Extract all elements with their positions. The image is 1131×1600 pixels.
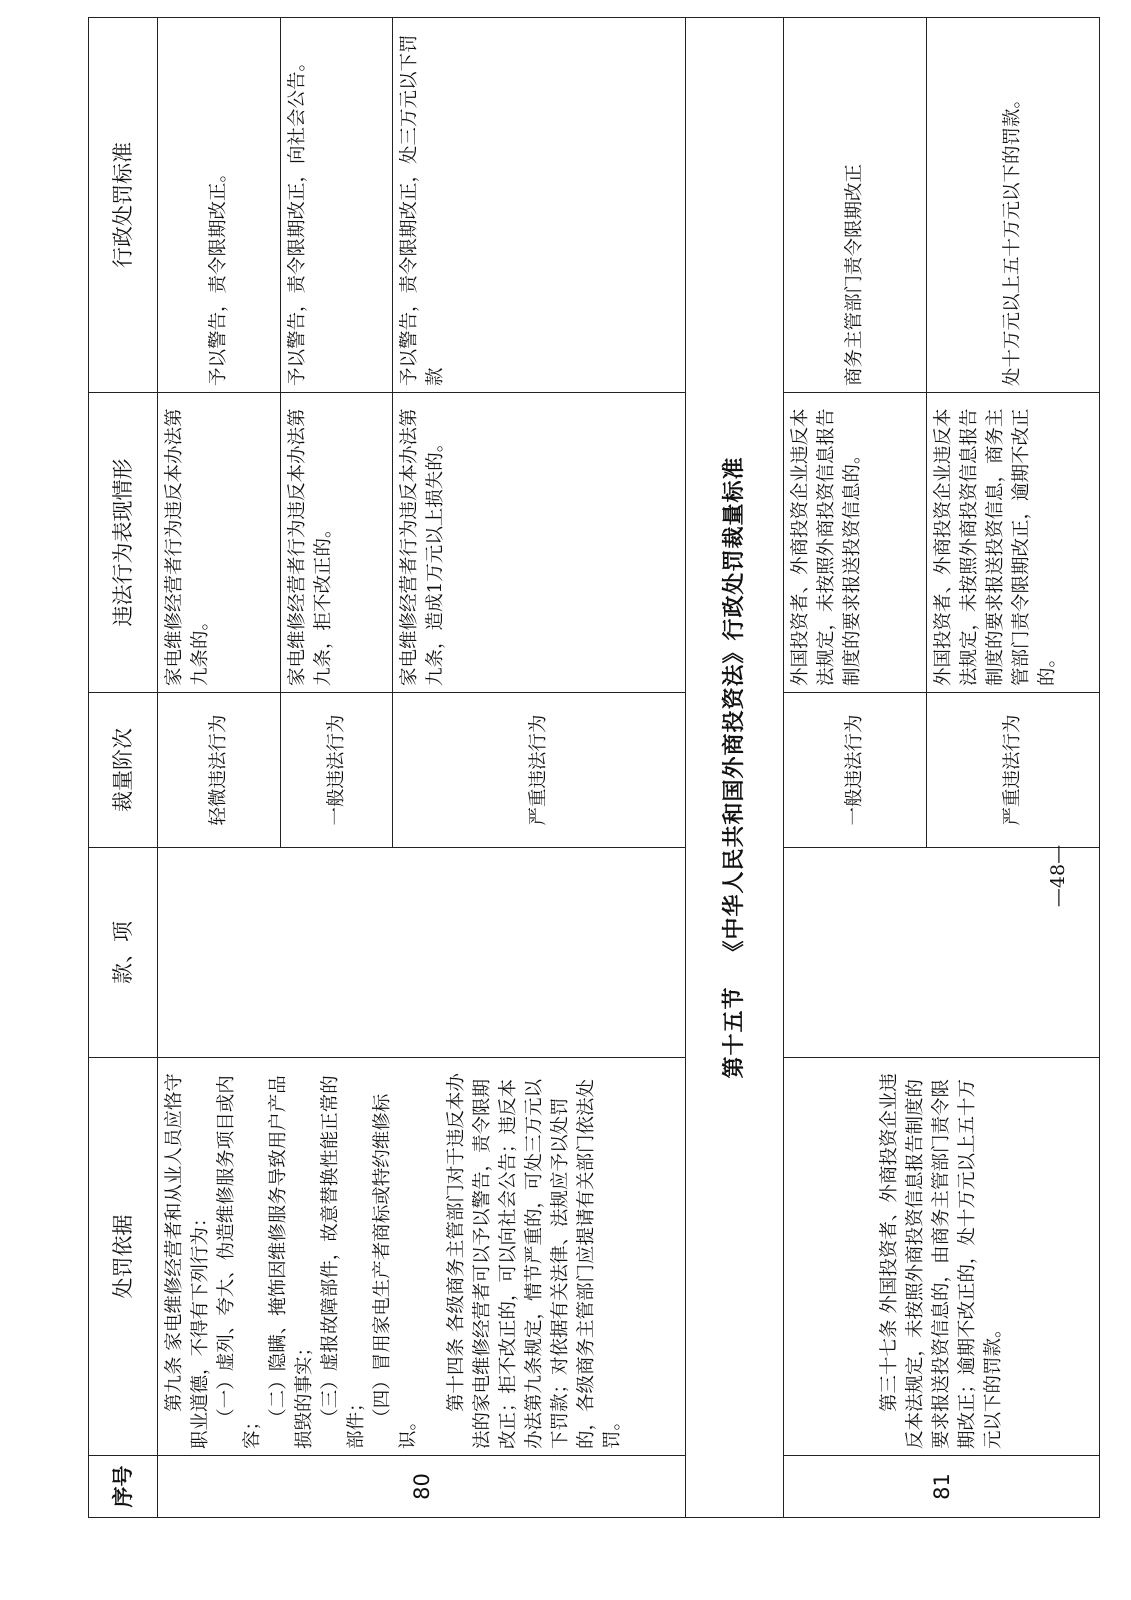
situation-81-general: 外国投资者、外商投资企业违反本法规定，未按照外商投资信息报告制度的要求报送投资信息的。 [784,393,927,693]
basis-80-line: （四）冒用家电生产者商标或特约维修标识。 [372,1093,420,1449]
basis-80-line: （三）虚报故障部件，故意替换性能正常的部件； [320,1075,368,1449]
page-number-text: —48— [1047,844,1069,908]
tier-80-general: 一般违法行为 [281,693,392,848]
basis-80-line: 第九条 家电维修经营者和从业人员应恪守职业道德，不得有下列行为： [164,1073,212,1449]
header-situation: 违法行为表现情形 [89,393,158,693]
header-tier: 裁量阶次 [89,693,158,848]
header-basis: 处罚依据 [89,1058,158,1456]
situation-80-general: 家电维修经营者行为违反本办法第九条，拒不改正的。 [281,393,392,693]
seq-81: 81 [784,1456,1100,1518]
header-clause: 款、项 [89,848,158,1058]
clause-80 [158,848,686,1058]
situation-80-minor: 家电维修经营者行为违反本办法第九条的。 [158,393,281,693]
table-row-81-tier1 [784,18,927,1518]
section-title: 《中华人民共和国外商投资法》行政处罚裁量标准 [721,456,747,963]
section-row [685,18,783,1518]
rotated-table-sheet [88,18,1100,1518]
basis-80-line: （二）隐瞒、掩饰因维修服务导致用户产品损毁的事实； [268,1075,316,1449]
basis-81 [784,1058,1100,1456]
tier-80-serious: 严重违法行为 [392,693,685,848]
basis-80-line: （一）虚列、夸大、伪造维修服务项目或内容； [216,1075,264,1449]
situation-80-serious: 家电维修经营者行为违反本办法第九条，造成1万元以上损失的。 [392,393,685,693]
basis-80-article14: 第十四条 各级商务主管部门对于违反本办法的家电维修经营者可以予以警告，责令限期改正；拒不改正的，可以向社会公告；违反本办法第九条规定，情节严重的，可处三万元以下罚款；对依据有关法律、法规应予以处罚的，各级商务主管部门应提请有关部门依法处罚。 [446,1073,624,1449]
section-heading [685,18,783,1518]
section-number: 第十五节 [721,986,747,1079]
table-row-80-tier1 [158,18,281,1518]
basis-81-article37: 第三十七条 外国投资者、外商投资企业违反本法规定，未按照外商投资信息报告制度的要求报送投资信息的，由商务主管部门责令限期改正；逾期不改正的，处十万元以上五十万元以下的罚款。 [878,1073,1004,1449]
tier-80-minor: 轻微违法行为 [158,693,281,848]
standard-80-general: 予以警告，责令限期改正，向社会公告。 [281,18,392,393]
tier-81-serious: 严重违法行为 [926,693,1099,848]
standard-81-serious: 处十万元以上五十万元以下的罚款。 [926,18,1099,393]
tier-81-general: 一般违法行为 [784,693,927,848]
header-standard: 行政处罚标准 [89,18,158,393]
penalty-standard-table [88,17,1100,1518]
basis-80 [158,1058,686,1456]
header-row [89,18,158,1518]
standard-80-minor: 予以警告，责令限期改正。 [158,18,281,393]
seq-80: 80 [158,1456,686,1518]
header-seq: 序号 [89,1456,158,1518]
standard-80-serious: 予以警告，责令限期改正，处三万元以下罚款 [392,18,685,393]
page-number [1038,820,1078,940]
standard-81-general: 商务主管部门责令限期改正 [784,18,927,393]
situation-81-serious: 外国投资者、外商投资企业违反本法规定，未按照外商投资信息报告制度的要求报送投资信息，商务主管部门责令限期改正，逾期不改正的。 [926,393,1099,693]
